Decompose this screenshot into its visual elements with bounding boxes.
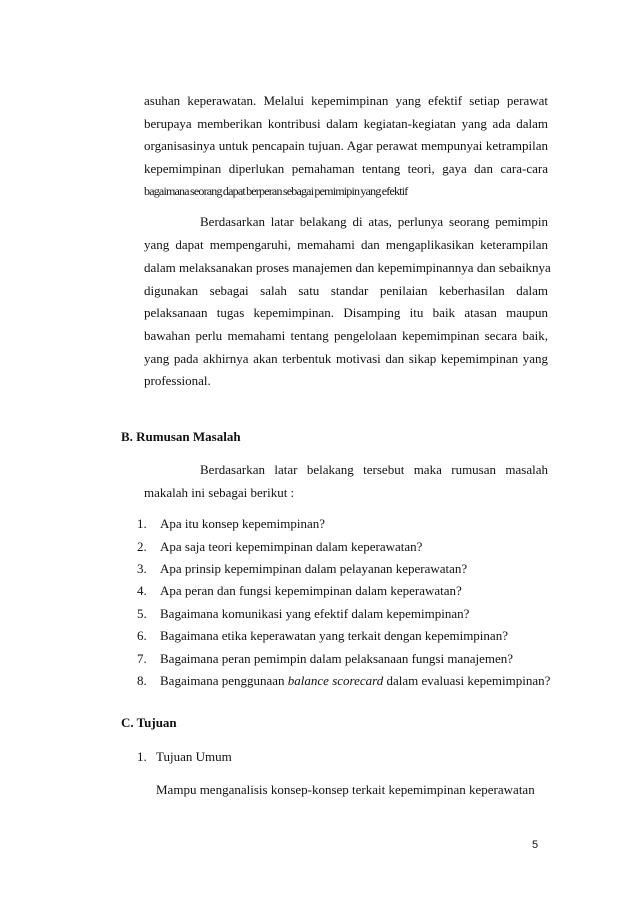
paragraph-line: makalah ini sebagai berikut : xyxy=(144,485,295,500)
paragraph-line: kepemimpinan diperlukan pemahaman tentang teori, gaya dan cara-cara xyxy=(144,161,548,176)
page-number: 5 xyxy=(532,839,539,851)
paragraph-line: Mampu menganalisis konsep-konsep terkait kepemimpinan keperawatan xyxy=(156,782,535,797)
subsection-label: Tujuan Umum xyxy=(156,749,232,764)
paragraph-line: berupaya memberikan kontribusi dalam kegiatan-kegiatan yang ada dalam xyxy=(144,116,548,131)
list-item-text: Apa itu konsep kepemimpinan? xyxy=(160,516,325,531)
paragraph-line: professional. xyxy=(144,373,211,388)
paragraph-line: Berdasarkan latar belakang di atas, perlunya seorang pemimpin xyxy=(200,214,548,229)
section-heading-tujuan: C. Tujuan xyxy=(121,715,177,730)
paragraph-line: organisasinya untuk pencapain tujuan. Agar perawat mempunyai ketrampilan xyxy=(144,138,548,153)
text-segment: dalam evaluasi kepemimpinan? xyxy=(383,673,551,688)
list-item-number: 8. xyxy=(137,673,147,688)
list-item-text: Bagaimana komunikasi yang efektif dalam kepemimpinan? xyxy=(160,606,470,621)
list-item-text: Bagaimana peran pemimpin dalam pelaksanaan fungsi manajemen? xyxy=(160,651,514,666)
list-item-number: 4. xyxy=(137,583,147,598)
paragraph-line: yang pada akhirnya akan terbentuk motivasi dan sikap kepemimpinan yang xyxy=(144,351,548,366)
list-item-number: 7. xyxy=(137,651,147,666)
paragraph-line: bawahan perlu memahami tentang pengelolaan kepemimpinan secara baik, xyxy=(144,328,548,343)
list-item-number: 2. xyxy=(137,539,147,554)
list-item-text: Bagaimana etika keperawatan yang terkait dengan kepemimpinan? xyxy=(160,628,508,643)
paragraph-line: yang dapat mempengaruhi, memahami dan mengaplikasikan keterampilan xyxy=(144,237,548,252)
list-item-number: 5. xyxy=(137,606,147,621)
italic-term: balance scorecard xyxy=(287,673,384,688)
section-heading-rumusan-masalah: B. Rumusan Masalah xyxy=(121,429,241,444)
paragraph-line: pelaksanaan tugas kepemimpinan. Disamping itu baik atasan maupun xyxy=(144,305,548,320)
list-item-text: Apa prinsip kepemimpinan dalam pelayanan keperawatan? xyxy=(160,561,468,576)
paragraph-line: dalam melaksanakan proses manajemen dan kepemimpinannya dan sebaiknya xyxy=(144,260,551,275)
subsection-number: 1. xyxy=(137,749,147,764)
list-item-number: 6. xyxy=(137,628,147,643)
list-item-number: 1. xyxy=(137,516,147,531)
list-item-number: 3. xyxy=(137,561,147,576)
text-segment: Bagaimana penggunaan xyxy=(160,673,288,688)
paragraph-line: bagaimana seorang dapat berperan sebagai pemimipin yang efektif xyxy=(144,184,408,198)
paragraph-line: asuhan keperawatan. Melalui kepemimpinan yang efektif setiap perawat xyxy=(144,93,548,108)
list-item-text: Apa peran dan fungsi kepemimpinan dalam keperawatan? xyxy=(160,583,462,598)
list-item-text: Apa saja teori kepemimpinan dalam keperawatan? xyxy=(160,539,423,554)
list-item-text xyxy=(160,673,550,689)
paragraph-line: digunakan sebagai salah satu standar penilaian keberhasilan dalam xyxy=(144,283,548,298)
paragraph-line: Berdasarkan latar belakang tersebut maka rumusan masalah xyxy=(200,462,548,477)
